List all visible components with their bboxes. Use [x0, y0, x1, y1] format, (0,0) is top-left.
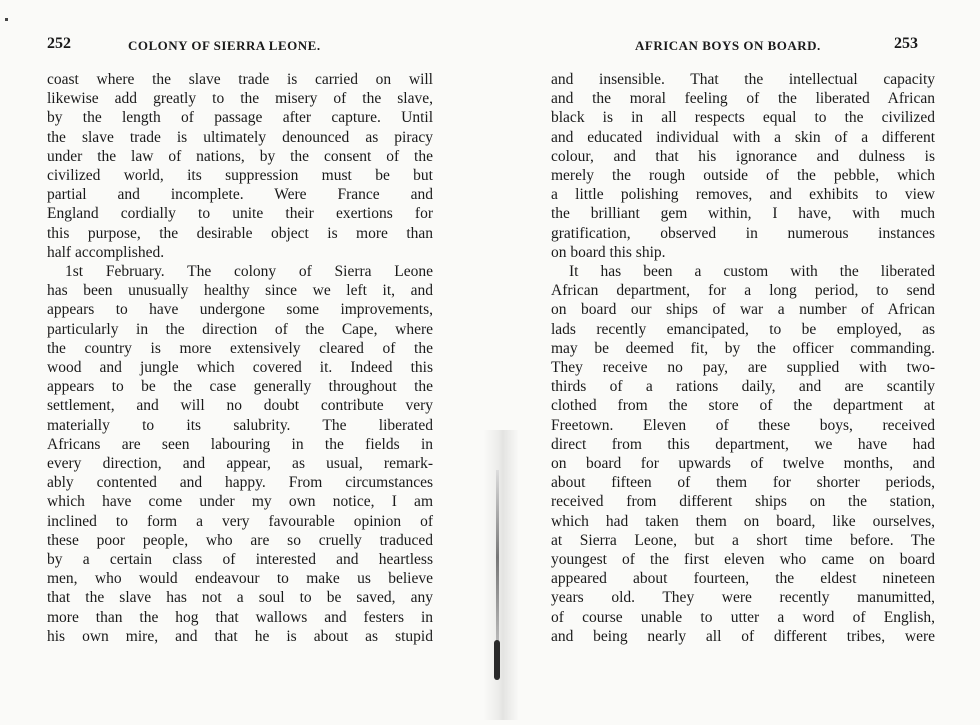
running-head: COLONY OF SIERRA LEONE.: [128, 38, 321, 53]
text-line: at Sierra Leone, but a short time before. The: [551, 531, 935, 549]
text-line: colour, and that his ignorance and dulness is: [551, 147, 935, 165]
text-line: settlement, and will no doubt contribute very: [47, 397, 433, 415]
text-line: materially to its salubrity. The liberated: [47, 416, 433, 434]
text-line: of course unable to utter a word of English,: [551, 608, 935, 626]
text-line: by a certain class of interested and heartless: [47, 551, 433, 569]
text-line: years old. They were recently manumitted,: [551, 589, 935, 607]
text-line: and being nearly all of different tribes, were: [551, 627, 935, 645]
text-line: appears to have undergone some improvements,: [47, 301, 433, 319]
left-page: [0, 0, 480, 725]
running-head: AFRICAN BOYS ON BOARD.: [635, 38, 821, 53]
text-line: ably contented and happy. From circumstances: [47, 474, 433, 492]
text-line: his own mire, and that he is about as stupid: [47, 627, 433, 645]
text-line: under the law of nations, by the consent of the: [47, 147, 433, 165]
text-line: appeared about fourteen, the eldest nineteen: [551, 570, 935, 588]
text-line: clothed from the store of the department at: [551, 397, 935, 415]
text-line: civilized world, its suppression must be but: [47, 167, 433, 185]
text-line: 1st February. The colony of Sierra Leone: [65, 263, 433, 281]
text-line: more than the hog that wallows and festers in: [47, 608, 433, 626]
text-line: a little polishing removes, and exhibits to view: [551, 186, 935, 204]
text-line: and insensible. That the intellectual capacity: [551, 71, 935, 88]
text-line: on board for upwards of twelve months, and: [551, 455, 935, 473]
text-line: the slave trade is ultimately denounced as piracy: [47, 128, 433, 146]
text-line: received from different ships on the station,: [551, 493, 935, 511]
text-line: African department, for a long period, to send: [551, 282, 935, 300]
text-line: likewise add greatly to the misery of the slave,: [47, 90, 433, 108]
text-line: particularly in the direction of the Cape, where: [47, 320, 433, 338]
body-text: [551, 70, 935, 646]
body-text: [47, 70, 433, 646]
text-line: and the moral feeling of the liberated African: [551, 90, 935, 108]
text-line: may be deemed fit, by the officer commanding.: [551, 339, 935, 357]
text-line: every direction, and appear, as usual, remark-: [47, 455, 433, 473]
text-line: merely the rough outside of the pebble, which: [551, 167, 935, 185]
text-line: They receive no pay, are supplied with two-: [551, 359, 935, 377]
text-line: men, who would endeavour to make us believe: [47, 570, 433, 588]
text-line: about fifteen of them for shorter periods,: [551, 474, 935, 492]
text-line: half accomplished.: [47, 243, 165, 261]
text-line: lads recently emancipated, to be employed, as: [551, 320, 935, 338]
text-line: on board this ship.: [551, 243, 666, 261]
page-number: 253: [894, 35, 918, 52]
text-line: inclined to form a very favourable opinion of: [47, 512, 433, 530]
text-line: black is in all respects equal to the civilized: [551, 109, 935, 127]
text-line: England cordially to unite their exertions for: [47, 205, 433, 223]
text-line: these poor people, who are so cruelly traduced: [47, 531, 433, 549]
text-line: the country is more extensively cleared of the: [47, 339, 433, 357]
text-line: by the length of passage after capture. Until: [47, 109, 433, 127]
text-line: Freetown. Eleven of these boys, received: [551, 416, 935, 434]
text-line: and educated individual with a skin of a different: [551, 128, 935, 146]
text-line: youngest of the first eleven who came on board: [551, 551, 935, 569]
text-line: appears to be the case generally throughout the: [47, 378, 433, 396]
text-line: thirds of a rations daily, and are scantily: [551, 378, 935, 396]
text-line: that the slave has not a soul to be saved, any: [47, 589, 433, 607]
text-line: has been unusually healthy since we left it, and: [47, 282, 433, 300]
text-line: this purpose, the desirable object is more than: [47, 224, 433, 242]
text-line: Africans are seen labouring in the fields in: [47, 435, 433, 453]
text-line: on board our ships of war a number of African: [551, 301, 935, 319]
text-line: coast where the slave trade is carried on will: [47, 71, 433, 88]
text-line: direct from this department, we have had: [551, 435, 935, 453]
page-number: 252: [47, 35, 71, 52]
text-line: It has been a custom with the liberated: [569, 263, 935, 281]
right-page: [480, 0, 980, 725]
text-line: which had taken them on board, like ourselves,: [551, 512, 935, 530]
text-line: wood and jungle which covered it. Indeed this: [47, 359, 433, 377]
text-line: which have come under my own notice, I am: [47, 493, 433, 511]
text-line: the brilliant gem within, I have, with much: [551, 205, 935, 223]
text-line: partial and incomplete. Were France and: [47, 186, 433, 204]
text-line: gratification, observed in numerous instances: [551, 224, 935, 242]
